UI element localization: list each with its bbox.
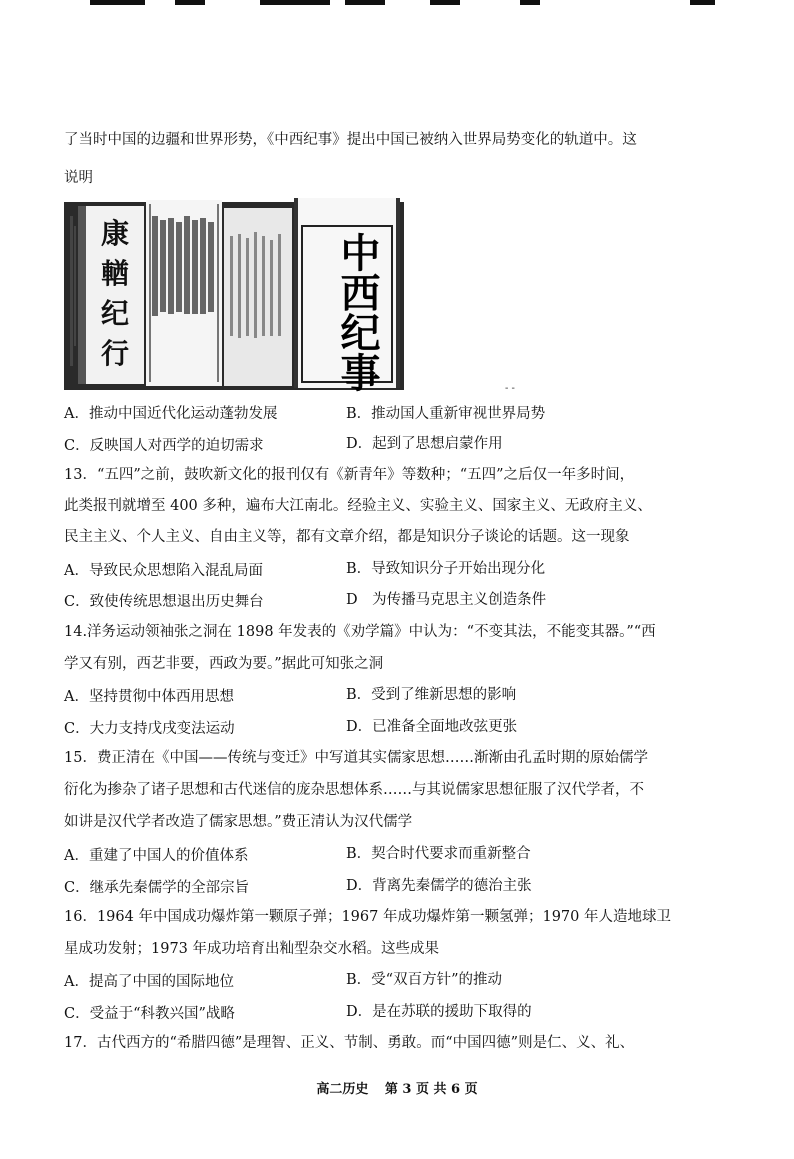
q14-option-a[interactable]: A．坚持贯彻中体西用思想 [64,689,234,705]
intro-line-1: 了当时中国的边疆和世界形势，《中西纪事》提出中国已被纳入世界局势变化的轨道中。这 [64,132,637,148]
book1-title [92,214,138,374]
q13-stem-line: 民主主义、个人主义、自由主义等，都有文章介绍，都是知识分子谈论的话题。这一现象 [64,529,630,545]
intro-line-2: 说明 [64,170,93,186]
q15-stem-line: 15．费正清在《中国——传统与变迁》中写道其实儒家思想……渐渐由孔孟时期的原始儒学 [64,750,648,766]
q16-option-b[interactable]: B．受“双百方针”的推动 [346,972,502,988]
q12-option-d[interactable]: D．起到了思想启蒙作用 [346,436,503,452]
q16-option-d[interactable]: D．是在苏联的援助下取得的 [346,1004,532,1020]
q15-stem-line: 衍化为掺杂了诸子思想和古代迷信的庞杂思想体系……与其说儒家思想征服了汉代学者，不 [64,782,644,798]
q12-option-a[interactable]: A．推动中国近代化运动蓬勃发展 [64,406,278,422]
q16-stem-line: 星成功发射；1973 年成功培育出籼型杂交水稻。这些成果 [64,941,440,957]
q12-option-b[interactable]: B．推动国人重新审视世界局势 [346,406,546,422]
q15-option-a[interactable]: A．重建了中国人的价值体系 [64,848,249,864]
q13-stem-line: 13．“五四”之前，鼓吹新文化的报刊仅有《新青年》等数种；“五四”之后仅一年多时间， [64,467,635,483]
q13-stem-line: 此类报刊就增至 400 多种，遍布大江南北。经验主义、实验主义、国家主义、无政府主义、 [64,498,652,514]
q16-stem-line: 16．1964 年中国成功爆炸第一颗原子弹；1967 年成功爆炸第一颗氢弹；1970 年人造地球卫 [64,909,671,925]
footer-page-number: 第 3 页 共 6 页 [384,1082,478,1097]
q14-option-b[interactable]: B．受到了维新思想的影响 [346,687,517,703]
q15-option-b[interactable]: B．契合时代要求而重新整合 [346,846,531,862]
book1-title-char: 康 [100,217,129,250]
q14-option-c[interactable]: C．大力支持戊戌变法运动 [64,721,235,737]
q17-stem-line: 17．古代西方的“希腊四德”是理智、正义、节制、勇敢。而“中国四德”则是仁、义、礼、 [64,1035,635,1051]
q14-stem-line: 14.洋务运动领袖张之洞在 1898 年发表的《劝学篇》中认为：“不变其法，不能变其器。”“西 [64,624,656,640]
q13-option-b[interactable]: B．导致知识分子开始出现分化 [346,561,546,577]
q13-option-d[interactable]: D 为传播马克思主义创造条件 [346,592,547,608]
q15-option-c[interactable]: C．继承先秦儒学的全部宗旨 [64,880,250,896]
q12-option-c[interactable]: C．反映国人对西学的迫切需求 [64,438,264,454]
book1-title-char: 纪 [100,297,129,330]
q16-option-a[interactable]: A．提高了中国的国际地位 [64,974,234,990]
book1-title-char: 行 [100,337,129,370]
q15-option-d[interactable]: D．背离先秦儒学的德治主张 [346,878,532,894]
q14-stem-line: 学又有别，西艺非要，西政为要。”据此可知张之洞 [64,656,384,672]
page-footer [0,1078,794,1097]
q13-option-c[interactable]: C．致使传统思想退出历史舞台 [64,594,264,610]
footer-subject: 高二历史 [316,1082,369,1097]
q16-option-c[interactable]: C．受益于“科教兴国”战略 [64,1006,235,1022]
q14-option-d[interactable]: D．已准备全面地改弦更张 [346,719,518,735]
book2-title: 中西纪事 [334,232,381,392]
scan-edge-artifact [0,0,794,10]
q13-option-a[interactable]: A．导致民众思想陷入混乱局面 [64,563,263,579]
scan-mark: - - [505,383,515,394]
book-covers-figure [64,196,404,392]
book1-title-char: 輶 [100,257,129,290]
q15-stem-line: 如讲是汉代学者改造了儒家思想。”费正清认为汉代儒学 [64,814,413,830]
